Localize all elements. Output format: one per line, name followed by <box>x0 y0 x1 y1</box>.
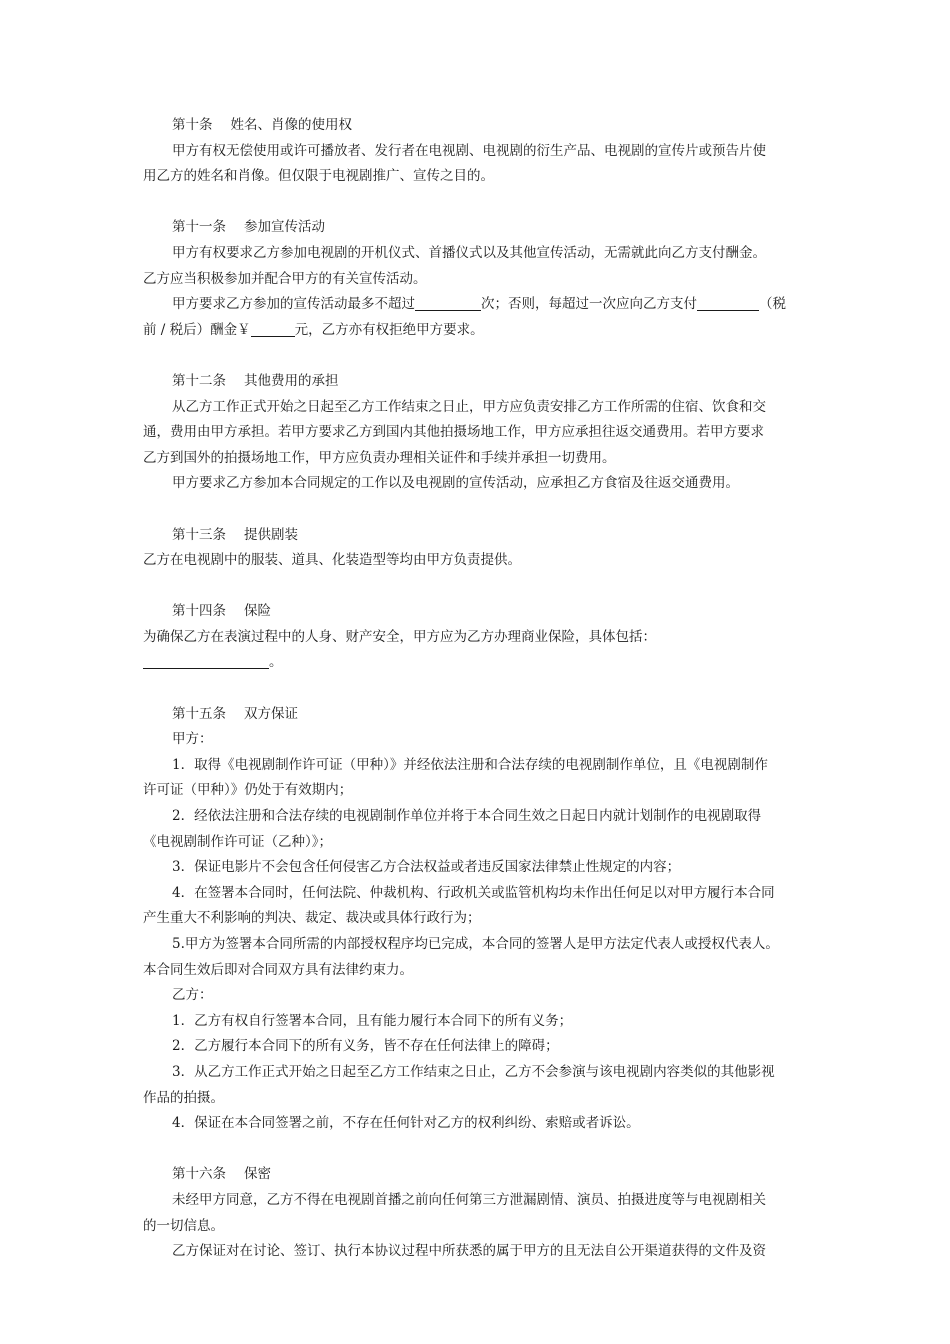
paragraph-line <box>143 318 809 344</box>
fill-in-blank-payment[interactable] <box>697 294 759 311</box>
contract-page <box>143 113 809 1290</box>
fill-in-blank-times[interactable] <box>415 294 481 311</box>
article-14-heading <box>143 599 809 625</box>
paragraph-line: 甲方有权无偿使用或许可播放者、发行者在电视剧、电视剧的衍生产品、电视剧的宣传片或预告片使 <box>172 142 766 159</box>
article-number: 第十六条 <box>172 1166 226 1183</box>
article-title: 双方保证 <box>244 705 298 722</box>
party-a-label: 甲方： <box>172 731 213 748</box>
list-item: 4．在签署本合同时，任何法院、仲裁机构、行政机关或监管机构均未作出任何足以对甲方履行本合同 <box>172 884 775 901</box>
list-item-cont: 《电视剧制作许可证（乙种）》； <box>143 833 332 850</box>
paragraph-line: 甲方要求乙方参加本合同规定的工作以及电视剧的宣传活动，应承担乙方食宿及往返交通费用。 <box>172 475 739 492</box>
list-item: 1．取得《电视剧制作许可证（甲种）》并经依法注册和合法存续的电视剧制作单位，且《电视剧制作 <box>172 756 768 773</box>
paragraph-line: 乙方在电视剧中的服装、道具、化装造型等均由甲方负责提供。 <box>143 552 521 569</box>
article-16-heading <box>143 1162 809 1188</box>
list-item-cont: 作品的拍摄。 <box>143 1089 224 1106</box>
article-number: 第十三条 <box>172 526 226 543</box>
paragraph-line: 乙方应当积极参加并配合甲方的有关宣传活动。 <box>143 270 427 287</box>
fill-in-blank-amount[interactable] <box>251 320 295 337</box>
article-title: 姓名、肖像的使用权 <box>230 117 352 133</box>
article-15 <box>143 702 809 1137</box>
article-number: 第十五条 <box>172 705 226 722</box>
list-item-cont: 本合同生效后即对合同双方具有法律约束力。 <box>143 961 413 978</box>
article-number: 第十二条 <box>172 372 226 389</box>
party-b-label: 乙方： <box>172 987 213 1004</box>
text-run: （税 <box>759 296 786 313</box>
article-13-heading <box>143 523 809 549</box>
article-14 <box>143 599 809 676</box>
paragraph-line: 甲方有权要求乙方参加电视剧的开机仪式、首播仪式以及其他宣传活动，无需就此向乙方支付酬金。 <box>172 244 766 261</box>
article-11-heading <box>143 215 809 241</box>
list-item: 3．从乙方工作正式开始之日起至乙方工作结束之日止，乙方不会参演与该电视剧内容类似的其他影视 <box>172 1063 775 1080</box>
text-run: 。 <box>269 654 283 671</box>
article-number: 第十一条 <box>172 219 226 236</box>
list-item: 1．乙方有权自行签署本合同，且有能力履行本合同下的所有义务； <box>172 1012 573 1029</box>
list-item: 5.甲方为签署本合同所需的内部授权程序均已完成，本合同的签署人是甲方法定代表人或授权代表人。 <box>172 936 779 952</box>
fill-in-blank-insurance[interactable] <box>143 652 269 669</box>
list-item-cont: 许可证（甲种）》仍处于有效期内； <box>143 782 353 799</box>
text-run: 前 / 税后）酬金￥ <box>143 321 251 338</box>
list-item-cont: 产生重大不利影响的判决、裁定、裁决或具体行政行为； <box>143 910 481 927</box>
article-number: 第十条 <box>172 117 213 133</box>
article-16 <box>143 1162 809 1264</box>
paragraph-line <box>143 650 809 676</box>
list-item: 3．保证电影片不会包含任何侵害乙方合法权益或者违反国家法律禁止性规定的内容； <box>172 859 681 876</box>
text-run: 元，乙方亦有权拒绝甲方要求。 <box>294 321 484 338</box>
text-run: 甲方要求乙方参加的宣传活动最多不超过 <box>172 296 415 313</box>
paragraph-line: 通，费用由甲方承担。若甲方要求乙方到国内其他拍摄场地工作，甲方应承担往返交通费用。若甲方要求 <box>143 424 764 441</box>
article-12-heading <box>143 369 809 395</box>
article-title: 保险 <box>244 603 271 620</box>
list-item: 4．保证在本合同签署之前，不存在任何针对乙方的权利纠纷、索赔或者诉讼。 <box>172 1115 640 1132</box>
article-13 <box>143 523 809 574</box>
paragraph-line <box>143 292 809 318</box>
paragraph-line: 未经甲方同意，乙方不得在电视剧首播之前向任何第三方泄漏剧情、演员、拍摄进度等与电视剧相关 <box>172 1191 766 1208</box>
paragraph-line: 乙方保证对在讨论、签订、执行本协议过程中所获悉的属于甲方的且无法自公开渠道获得的文件及资 <box>172 1243 766 1260</box>
paragraph-line: 从乙方工作正式开始之日起至乙方工作结束之日止，甲方应负责安排乙方工作所需的住宿、饮食和交 <box>172 398 766 415</box>
paragraph-line: 为确保乙方在表演过程中的人身、财产安全，甲方应为乙方办理商业保险，具体包括： <box>143 628 656 645</box>
list-item: 2．经依法注册和合法存续的电视剧制作单位并将于本合同生效之日起日内就计划制作的电视剧取得 <box>172 808 762 825</box>
paragraph-line: 乙方到国外的拍摄场地工作，甲方应负责办理相关证件和手续并承担一切费用。 <box>143 449 616 466</box>
article-title: 保密 <box>244 1166 271 1183</box>
article-title: 参加宣传活动 <box>244 219 325 236</box>
article-10-heading <box>143 113 809 139</box>
list-item: 2．乙方履行本合同下的所有义务，皆不存在任何法律上的障碍； <box>172 1038 559 1055</box>
text-run: 次；否则，每超过一次应向乙方支付 <box>481 296 697 313</box>
article-11 <box>143 215 809 343</box>
article-title: 其他费用的承担 <box>244 372 339 389</box>
paragraph-line: 的一切信息。 <box>143 1217 224 1234</box>
paragraph-line: 用乙方的姓名和肖像。但仅限于电视剧推广、宣传之目的。 <box>143 168 494 185</box>
article-title: 提供剧装 <box>244 526 298 543</box>
article-10 <box>143 113 809 190</box>
article-15-heading <box>143 702 809 728</box>
article-12 <box>143 369 809 497</box>
article-number: 第十四条 <box>172 603 226 620</box>
